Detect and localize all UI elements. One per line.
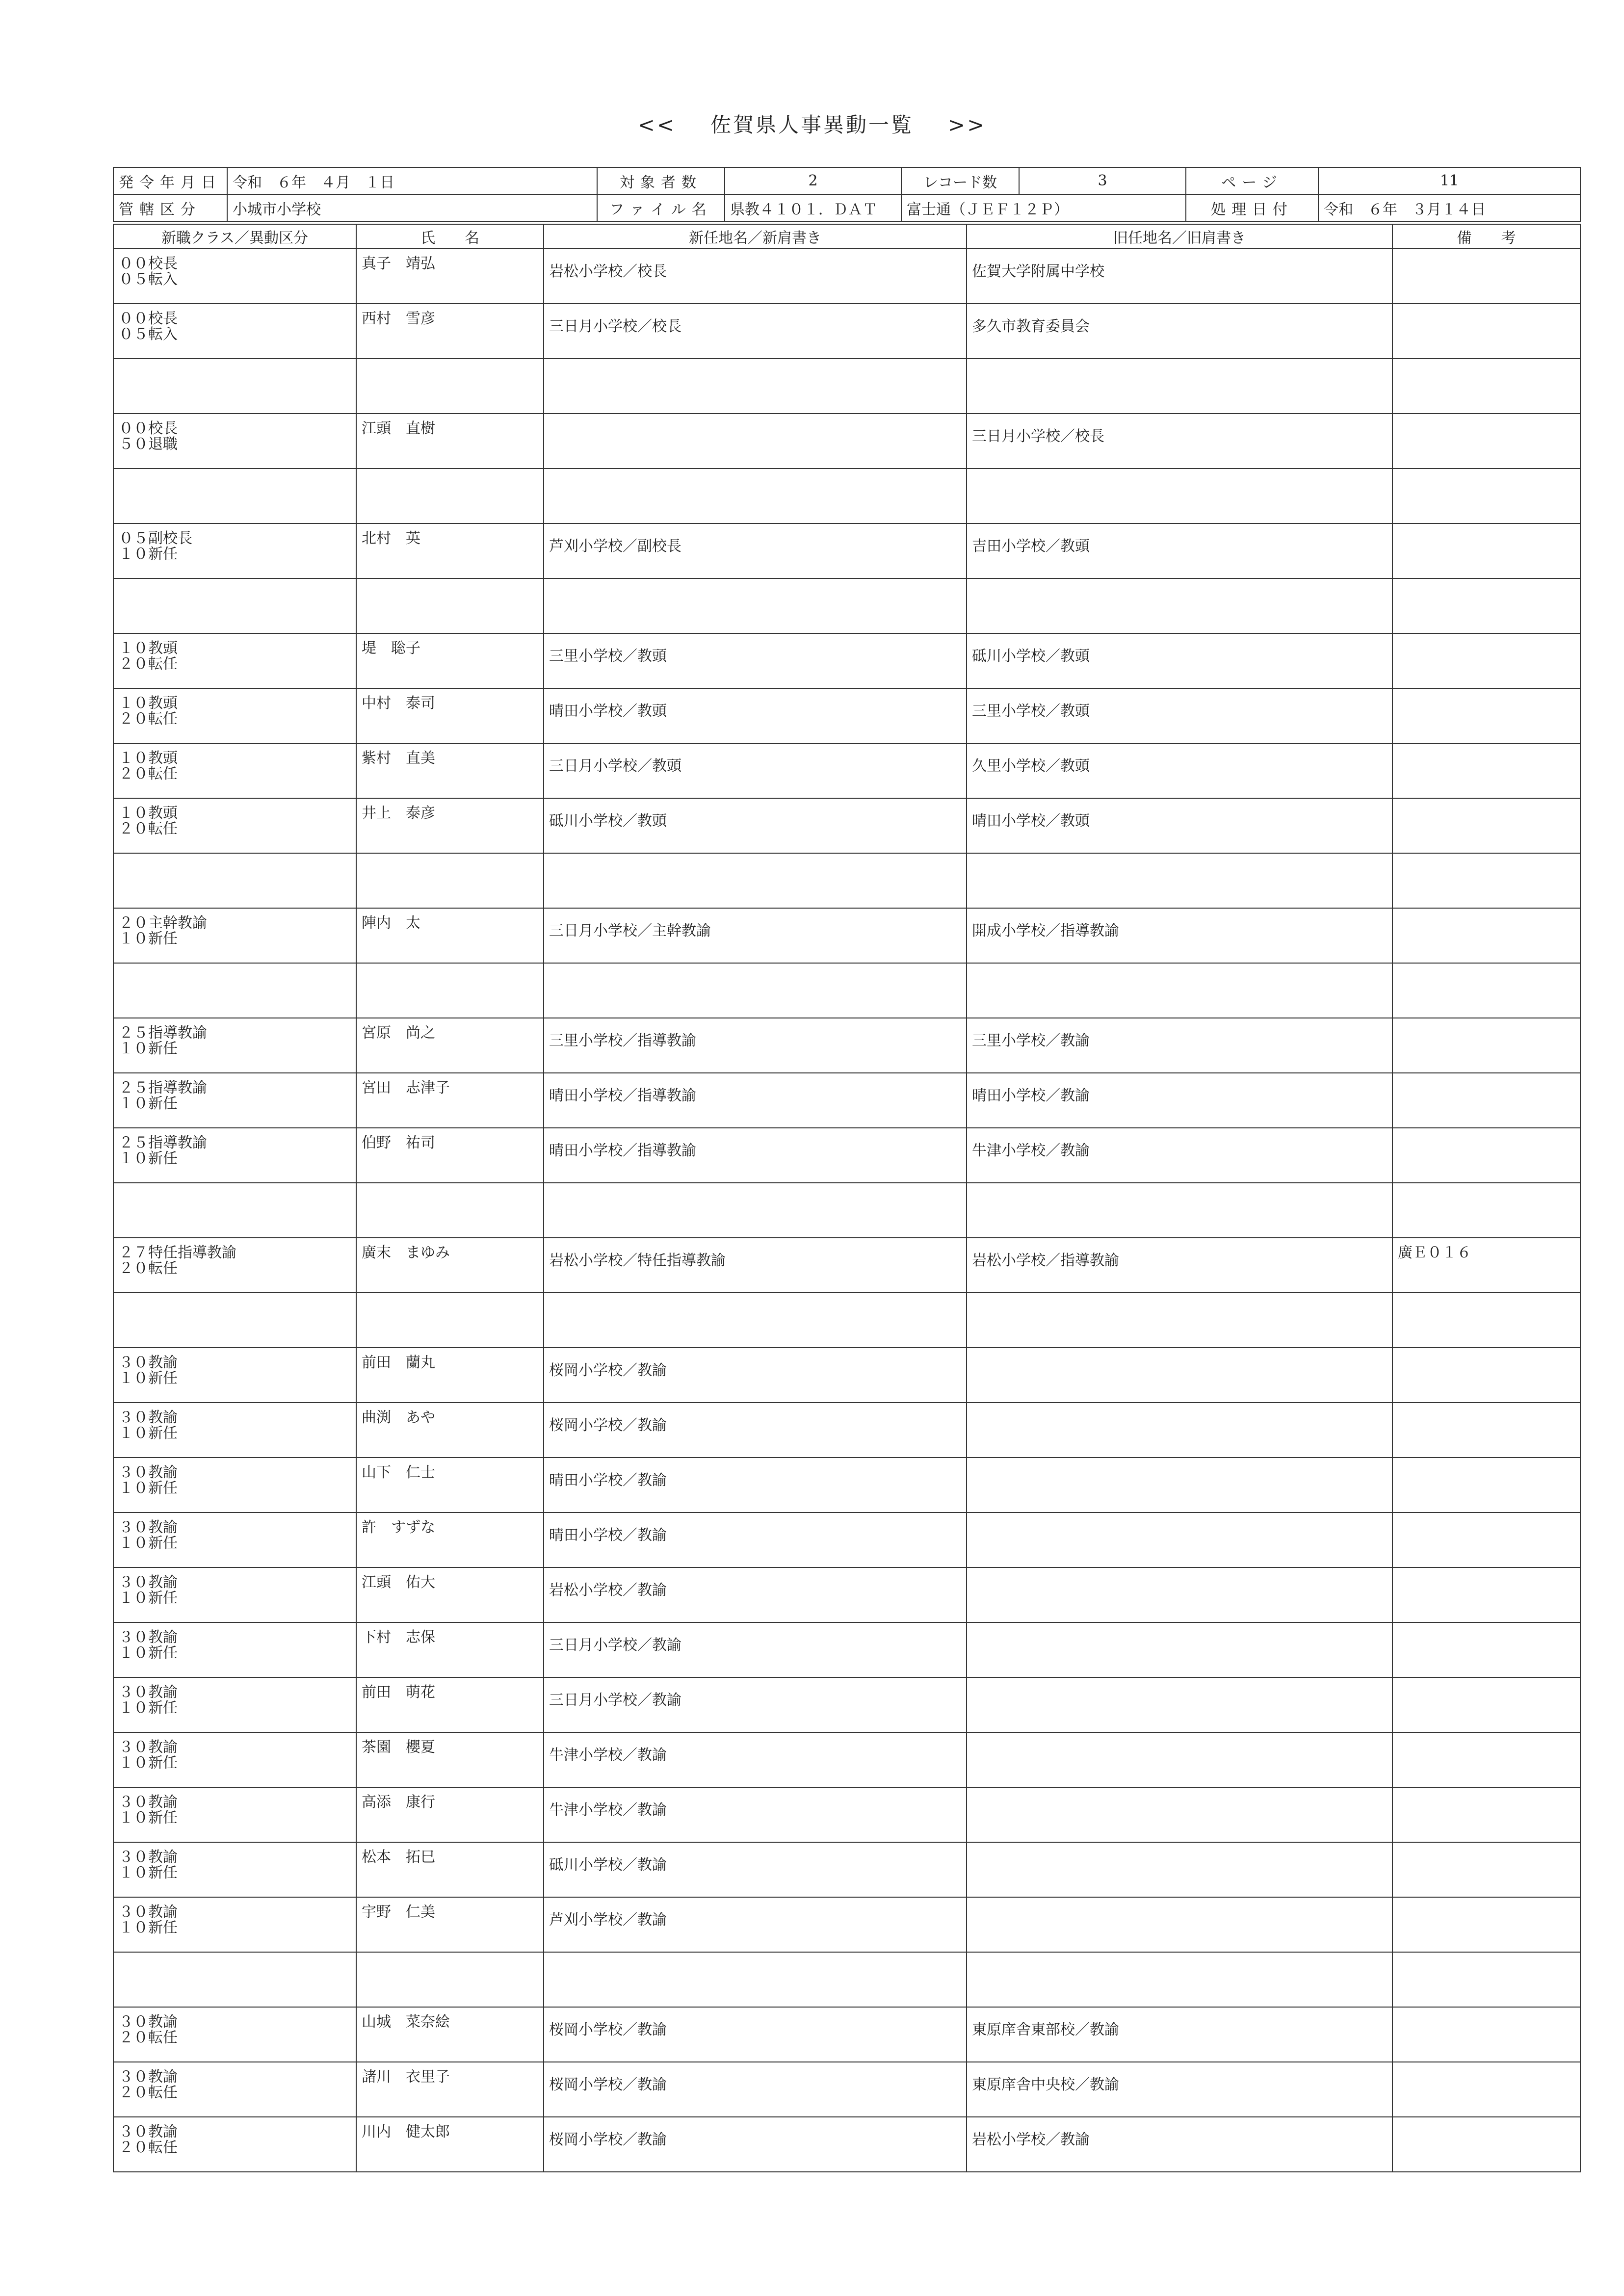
note-cell bbox=[1392, 908, 1580, 963]
position-class: ３０教諭 bbox=[119, 1684, 178, 1701]
new-post-cell: 砥川小学校／教諭 bbox=[544, 1842, 967, 1897]
transfer-type: １０新任 bbox=[119, 1809, 178, 1826]
old-post-cell: 開成小学校／指導教諭 bbox=[967, 908, 1392, 963]
transfer-type: １０新任 bbox=[119, 1864, 178, 1881]
name-cell: 江頭 佑大 bbox=[356, 1567, 544, 1622]
class-cell bbox=[113, 1403, 356, 1458]
record-count-value: 3 bbox=[1019, 167, 1186, 194]
blank-cell bbox=[356, 469, 544, 523]
table-row bbox=[113, 2117, 1580, 2172]
class-cell bbox=[113, 1897, 356, 1952]
col-header-note: 備 考 bbox=[1392, 224, 1580, 249]
blank-cell bbox=[1392, 1952, 1580, 2007]
table-row bbox=[113, 304, 1580, 359]
transfer-table bbox=[113, 224, 1581, 2172]
transfer-type: １０新任 bbox=[119, 1754, 178, 1772]
old-post-cell bbox=[967, 1458, 1392, 1513]
new-post-cell: 三里小学校／指導教諭 bbox=[544, 1018, 967, 1073]
position-class: ３０教諭 bbox=[119, 2068, 178, 2086]
position-class: ３０教諭 bbox=[119, 2013, 178, 2031]
name-cell: 曲渕 あや bbox=[356, 1403, 544, 1458]
page-label: ページ bbox=[1186, 167, 1318, 194]
target-count-label: 対象者数 bbox=[597, 167, 725, 194]
blank-cell bbox=[356, 359, 544, 414]
blank-cell bbox=[967, 1952, 1392, 2007]
transfer-type: ２０転任 bbox=[119, 2084, 178, 2101]
old-post-cell: 岩松小学校／教諭 bbox=[967, 2117, 1392, 2172]
new-post-cell: 牛津小学校／教諭 bbox=[544, 1787, 967, 1842]
blank-cell bbox=[1392, 359, 1580, 414]
blank-cell bbox=[356, 1183, 544, 1238]
blank-cell bbox=[967, 359, 1392, 414]
blank-cell bbox=[1392, 469, 1580, 523]
table-row bbox=[113, 1018, 1580, 1073]
position-class: １０教頭 bbox=[119, 640, 178, 657]
transfer-type: ２０転任 bbox=[119, 710, 178, 728]
old-post-cell: 久里小学校／教頭 bbox=[967, 743, 1392, 798]
table-row-blank bbox=[113, 578, 1580, 633]
transfer-type: １０新任 bbox=[119, 1535, 178, 1552]
table-row bbox=[113, 1403, 1580, 1458]
note-cell bbox=[1392, 1018, 1580, 1073]
page-title bbox=[0, 109, 1624, 138]
new-post-cell: 三日月小学校／教頭 bbox=[544, 743, 967, 798]
blank-cell bbox=[544, 578, 967, 633]
blank-cell bbox=[967, 1293, 1392, 1348]
table-row bbox=[113, 1897, 1580, 1952]
note-cell bbox=[1392, 304, 1580, 359]
class-cell bbox=[113, 1348, 356, 1403]
transfer-type: ２０転任 bbox=[119, 2029, 178, 2046]
title-left-bracket: << bbox=[637, 113, 676, 137]
name-cell: 宇野 仁美 bbox=[356, 1897, 544, 1952]
new-post-cell: 桜岡小学校／教諭 bbox=[544, 2007, 967, 2062]
transfer-type: １０新任 bbox=[119, 1040, 178, 1057]
position-class: ３０教諭 bbox=[119, 1464, 178, 1481]
note-cell bbox=[1392, 1348, 1580, 1403]
blank-cell bbox=[113, 578, 356, 633]
note-cell bbox=[1392, 523, 1580, 578]
process-date-label: 処理日付 bbox=[1186, 194, 1318, 221]
jurisdiction-value: 小城市小学校 bbox=[227, 194, 597, 221]
transfer-type: １０新任 bbox=[119, 1590, 178, 1607]
class-cell bbox=[113, 1018, 356, 1073]
name-cell: 真子 靖弘 bbox=[356, 249, 544, 304]
blank-cell bbox=[356, 853, 544, 908]
name-cell: 松本 拓巳 bbox=[356, 1842, 544, 1897]
position-class: ３０教諭 bbox=[119, 1739, 178, 1756]
class-cell bbox=[113, 688, 356, 743]
note-cell bbox=[1392, 249, 1580, 304]
new-post-cell bbox=[544, 414, 967, 469]
class-cell bbox=[113, 304, 356, 359]
position-class: ２５指導教諭 bbox=[119, 1079, 207, 1096]
blank-cell bbox=[113, 469, 356, 523]
name-cell: 宮原 尚之 bbox=[356, 1018, 544, 1073]
note-cell bbox=[1392, 1403, 1580, 1458]
table-row bbox=[113, 1073, 1580, 1128]
name-cell: 高添 康行 bbox=[356, 1787, 544, 1842]
position-class: ３０教諭 bbox=[119, 1794, 178, 1811]
new-post-cell: 岩松小学校／校長 bbox=[544, 249, 967, 304]
class-cell bbox=[113, 1787, 356, 1842]
blank-cell bbox=[356, 578, 544, 633]
new-post-cell: 晴田小学校／教諭 bbox=[544, 1458, 967, 1513]
table-row bbox=[113, 798, 1580, 853]
transfer-type: ２０転任 bbox=[119, 655, 178, 673]
class-cell bbox=[113, 523, 356, 578]
new-post-cell: 芦刈小学校／教諭 bbox=[544, 1897, 967, 1952]
new-post-cell: 三日月小学校／主幹教諭 bbox=[544, 908, 967, 963]
name-cell: 許 すずな bbox=[356, 1513, 544, 1567]
name-cell: 西村 雪彦 bbox=[356, 304, 544, 359]
blank-cell bbox=[967, 1183, 1392, 1238]
note-cell bbox=[1392, 1458, 1580, 1513]
name-cell: 山城 菜奈絵 bbox=[356, 2007, 544, 2062]
position-class: ３０教諭 bbox=[119, 1904, 178, 1921]
transfer-type: １０新任 bbox=[119, 930, 178, 947]
note-cell bbox=[1392, 688, 1580, 743]
position-class: ３０教諭 bbox=[119, 1849, 178, 1866]
old-post-cell bbox=[967, 1622, 1392, 1677]
name-cell: 川内 健太郎 bbox=[356, 2117, 544, 2172]
name-cell: 宮田 志津子 bbox=[356, 1073, 544, 1128]
class-cell bbox=[113, 743, 356, 798]
class-cell bbox=[113, 249, 356, 304]
blank-cell bbox=[113, 1293, 356, 1348]
transfer-type: １０新任 bbox=[119, 1480, 178, 1497]
old-post-cell bbox=[967, 1348, 1392, 1403]
name-cell: 諸川 衣里子 bbox=[356, 2062, 544, 2117]
new-post-cell: 桜岡小学校／教諭 bbox=[544, 1403, 967, 1458]
table-row bbox=[113, 1732, 1580, 1787]
transfer-type: １０新任 bbox=[119, 1425, 178, 1442]
note-cell bbox=[1392, 2007, 1580, 2062]
table-row bbox=[113, 2062, 1580, 2117]
table-row bbox=[113, 908, 1580, 963]
old-post-cell: 東原庠舎東部校／教諭 bbox=[967, 2007, 1392, 2062]
class-cell bbox=[113, 1677, 356, 1732]
new-post-cell: 三里小学校／教頭 bbox=[544, 633, 967, 688]
position-class: ２０主幹教諭 bbox=[119, 914, 207, 932]
name-cell: 井上 泰彦 bbox=[356, 798, 544, 853]
class-cell bbox=[113, 798, 356, 853]
blank-cell bbox=[1392, 963, 1580, 1018]
blank-cell bbox=[544, 1183, 967, 1238]
transfer-type: ２０転任 bbox=[119, 1260, 178, 1277]
position-class: ３０教諭 bbox=[119, 1354, 178, 1371]
blank-cell bbox=[544, 1952, 967, 2007]
transfer-type: １０新任 bbox=[119, 546, 178, 563]
blank-cell bbox=[967, 963, 1392, 1018]
old-post-cell: 三里小学校／教諭 bbox=[967, 1018, 1392, 1073]
table-row bbox=[113, 1622, 1580, 1677]
blank-cell bbox=[113, 1183, 356, 1238]
class-cell bbox=[113, 1567, 356, 1622]
title-right-bracket: >> bbox=[948, 113, 987, 137]
class-cell bbox=[113, 1622, 356, 1677]
new-post-cell: 晴田小学校／教頭 bbox=[544, 688, 967, 743]
table-row bbox=[113, 1567, 1580, 1622]
transfer-type: １０新任 bbox=[119, 1095, 178, 1112]
table-row bbox=[113, 1842, 1580, 1897]
table-row bbox=[113, 688, 1580, 743]
transfer-type: ０５転入 bbox=[119, 271, 178, 288]
new-post-cell: 芦刈小学校／副校長 bbox=[544, 523, 967, 578]
name-cell: 伯野 祐司 bbox=[356, 1128, 544, 1183]
table-row bbox=[113, 1238, 1580, 1293]
issue-date-value: 令和 ６年 ４月 １日 bbox=[227, 167, 597, 194]
new-post-cell: 晴田小学校／指導教諭 bbox=[544, 1128, 967, 1183]
name-cell: 堤 聡子 bbox=[356, 633, 544, 688]
note-cell bbox=[1392, 2117, 1580, 2172]
note-cell bbox=[1392, 1732, 1580, 1787]
table-row bbox=[113, 633, 1580, 688]
position-class: ３０教諭 bbox=[119, 1519, 178, 1536]
table-row-blank bbox=[113, 359, 1580, 414]
table-row bbox=[113, 1677, 1580, 1732]
blank-cell bbox=[1392, 578, 1580, 633]
old-post-cell bbox=[967, 1677, 1392, 1732]
class-cell bbox=[113, 1732, 356, 1787]
note-cell bbox=[1392, 1567, 1580, 1622]
transfer-type: １０新任 bbox=[119, 1919, 178, 1936]
blank-cell bbox=[967, 853, 1392, 908]
transfer-type: １０新任 bbox=[119, 1150, 178, 1167]
new-post-cell: 三日月小学校／教諭 bbox=[544, 1677, 967, 1732]
col-header-class: 新職クラス／異動区分 bbox=[113, 224, 356, 249]
page-value: 11 bbox=[1318, 167, 1580, 194]
header-row-2 bbox=[113, 194, 1580, 221]
class-cell bbox=[113, 633, 356, 688]
blank-cell bbox=[967, 469, 1392, 523]
position-class: ０５副校長 bbox=[119, 530, 192, 547]
table-row-blank bbox=[113, 963, 1580, 1018]
header-row-1 bbox=[113, 167, 1580, 194]
blank-cell bbox=[113, 963, 356, 1018]
old-post-cell bbox=[967, 1403, 1392, 1458]
table-row bbox=[113, 743, 1580, 798]
blank-cell bbox=[544, 469, 967, 523]
class-cell bbox=[113, 1073, 356, 1128]
blank-cell bbox=[113, 359, 356, 414]
new-post-cell: 晴田小学校／指導教諭 bbox=[544, 1073, 967, 1128]
class-cell bbox=[113, 2007, 356, 2062]
old-post-cell bbox=[967, 1787, 1392, 1842]
name-cell: 中村 泰司 bbox=[356, 688, 544, 743]
table-row-blank bbox=[113, 469, 1580, 523]
record-count-label: レコード数 bbox=[901, 167, 1019, 194]
note-cell bbox=[1392, 1897, 1580, 1952]
old-post-cell: 多久市教育委員会 bbox=[967, 304, 1392, 359]
old-post-cell: 東原庠舎中央校／教諭 bbox=[967, 2062, 1392, 2117]
table-row-blank bbox=[113, 1952, 1580, 2007]
new-post-cell: 桜岡小学校／教諭 bbox=[544, 2062, 967, 2117]
note-cell bbox=[1392, 1842, 1580, 1897]
new-post-cell: 晴田小学校／教諭 bbox=[544, 1513, 967, 1567]
transfer-type: ５０退職 bbox=[119, 436, 178, 453]
jurisdiction-label: 管轄区分 bbox=[113, 194, 227, 221]
position-class: ２５指導教諭 bbox=[119, 1134, 207, 1151]
table-row bbox=[113, 414, 1580, 469]
blank-cell bbox=[967, 578, 1392, 633]
note-cell: 廣Ｅ０１６ bbox=[1392, 1238, 1580, 1293]
transfer-type: ０５転入 bbox=[119, 326, 178, 343]
old-post-cell bbox=[967, 1842, 1392, 1897]
header-table bbox=[113, 167, 1581, 222]
note-cell bbox=[1392, 414, 1580, 469]
new-post-cell: 三日月小学校／教諭 bbox=[544, 1622, 967, 1677]
transfer-type: ２０転任 bbox=[119, 2139, 178, 2156]
old-post-cell bbox=[967, 1897, 1392, 1952]
position-class: １０教頭 bbox=[119, 695, 178, 712]
old-post-cell: 晴田小学校／教諭 bbox=[967, 1073, 1392, 1128]
name-cell: 下村 志保 bbox=[356, 1622, 544, 1677]
table-row bbox=[113, 1458, 1580, 1513]
target-count-value: 2 bbox=[725, 167, 901, 194]
position-class: ３０教諭 bbox=[119, 1574, 178, 1591]
title-text: 佐賀県人事異動一覧 bbox=[710, 113, 914, 137]
note-cell bbox=[1392, 743, 1580, 798]
old-post-cell: 砥川小学校／教頭 bbox=[967, 633, 1392, 688]
position-class: ３０教諭 bbox=[119, 1629, 178, 1646]
position-class: ００校長 bbox=[119, 255, 178, 272]
note-cell bbox=[1392, 798, 1580, 853]
blank-cell bbox=[356, 1952, 544, 2007]
blank-cell bbox=[544, 963, 967, 1018]
note-cell bbox=[1392, 1128, 1580, 1183]
issue-date-label: 発令年月日 bbox=[113, 167, 227, 194]
old-post-cell bbox=[967, 1732, 1392, 1787]
process-date-value: 令和 ６年 ３月１４日 bbox=[1318, 194, 1580, 221]
name-cell: 前田 萌花 bbox=[356, 1677, 544, 1732]
transfer-type: １０新任 bbox=[119, 1699, 178, 1717]
position-class: １０教頭 bbox=[119, 750, 178, 767]
file-name-value: 県教４１０１．ＤＡＴ bbox=[725, 194, 901, 221]
class-cell bbox=[113, 2062, 356, 2117]
blank-cell bbox=[113, 1952, 356, 2007]
position-class: ００校長 bbox=[119, 420, 178, 437]
name-cell: 廣末 まゆみ bbox=[356, 1238, 544, 1293]
file-name-label: ファイル名 bbox=[597, 194, 725, 221]
name-cell: 紫村 直美 bbox=[356, 743, 544, 798]
col-header-dest: 新任地名／新肩書き bbox=[544, 224, 967, 249]
old-post-cell: 吉田小学校／教頭 bbox=[967, 523, 1392, 578]
note-cell bbox=[1392, 633, 1580, 688]
name-cell: 山下 仁士 bbox=[356, 1458, 544, 1513]
table-row-blank bbox=[113, 1183, 1580, 1238]
blank-cell bbox=[113, 853, 356, 908]
note-cell bbox=[1392, 1073, 1580, 1128]
class-cell bbox=[113, 1238, 356, 1293]
name-cell: 茶園 櫻夏 bbox=[356, 1732, 544, 1787]
old-post-cell: 晴田小学校／教頭 bbox=[967, 798, 1392, 853]
blank-cell bbox=[356, 963, 544, 1018]
blank-cell bbox=[544, 1293, 967, 1348]
position-class: ３０教諭 bbox=[119, 1409, 178, 1426]
class-cell bbox=[113, 1842, 356, 1897]
transfer-type: ２０転任 bbox=[119, 765, 178, 783]
transfer-type: ２０転任 bbox=[119, 820, 178, 837]
old-post-cell bbox=[967, 1567, 1392, 1622]
blank-cell bbox=[1392, 853, 1580, 908]
note-cell bbox=[1392, 1513, 1580, 1567]
class-cell bbox=[113, 1128, 356, 1183]
note-cell bbox=[1392, 1787, 1580, 1842]
old-post-cell: 三里小学校／教頭 bbox=[967, 688, 1392, 743]
blank-cell bbox=[544, 853, 967, 908]
new-post-cell: 岩松小学校／教諭 bbox=[544, 1567, 967, 1622]
position-class: ２７特任指導教諭 bbox=[119, 1244, 236, 1261]
table-row-blank bbox=[113, 853, 1580, 908]
table-row bbox=[113, 2007, 1580, 2062]
table-row-blank bbox=[113, 1293, 1580, 1348]
note-cell bbox=[1392, 1677, 1580, 1732]
class-cell bbox=[113, 414, 356, 469]
new-post-cell: 砥川小学校／教頭 bbox=[544, 798, 967, 853]
class-cell bbox=[113, 2117, 356, 2172]
note-cell bbox=[1392, 1622, 1580, 1677]
col-header-src: 旧任地名／旧肩書き bbox=[967, 224, 1392, 249]
new-post-cell: 牛津小学校／教諭 bbox=[544, 1732, 967, 1787]
blank-cell bbox=[544, 359, 967, 414]
table-header-row bbox=[113, 224, 1580, 249]
table-row bbox=[113, 1128, 1580, 1183]
class-cell bbox=[113, 1513, 356, 1567]
blank-cell bbox=[1392, 1293, 1580, 1348]
position-class: ００校長 bbox=[119, 310, 178, 327]
new-post-cell: 桜岡小学校／教諭 bbox=[544, 2117, 967, 2172]
transfer-type: １０新任 bbox=[119, 1370, 178, 1387]
name-cell: 前田 蘭丸 bbox=[356, 1348, 544, 1403]
old-post-cell: 牛津小学校／教諭 bbox=[967, 1128, 1392, 1183]
blank-cell bbox=[356, 1293, 544, 1348]
table-row bbox=[113, 1348, 1580, 1403]
new-post-cell: 岩松小学校／特任指導教諭 bbox=[544, 1238, 967, 1293]
class-cell bbox=[113, 1458, 356, 1513]
blank-cell bbox=[1392, 1183, 1580, 1238]
position-class: １０教頭 bbox=[119, 805, 178, 822]
table-row bbox=[113, 1787, 1580, 1842]
old-post-cell: 三日月小学校／校長 bbox=[967, 414, 1392, 469]
name-cell: 北村 英 bbox=[356, 523, 544, 578]
printer-value: 富士通（ＪＥＦ１２Ｐ） bbox=[901, 194, 1186, 221]
table-row bbox=[113, 249, 1580, 304]
new-post-cell: 桜岡小学校／教諭 bbox=[544, 1348, 967, 1403]
transfer-type: １０新任 bbox=[119, 1644, 178, 1662]
class-cell bbox=[113, 908, 356, 963]
table-row bbox=[113, 1513, 1580, 1567]
old-post-cell: 岩松小学校／指導教諭 bbox=[967, 1238, 1392, 1293]
note-cell bbox=[1392, 2062, 1580, 2117]
new-post-cell: 三日月小学校／校長 bbox=[544, 304, 967, 359]
old-post-cell: 佐賀大学附属中学校 bbox=[967, 249, 1392, 304]
name-cell: 陣内 太 bbox=[356, 908, 544, 963]
col-header-name: 氏 名 bbox=[356, 224, 544, 249]
name-cell: 江頭 直樹 bbox=[356, 414, 544, 469]
position-class: ２５指導教諭 bbox=[119, 1024, 207, 1042]
table-row bbox=[113, 523, 1580, 578]
old-post-cell bbox=[967, 1513, 1392, 1567]
position-class: ３０教諭 bbox=[119, 2123, 178, 2140]
